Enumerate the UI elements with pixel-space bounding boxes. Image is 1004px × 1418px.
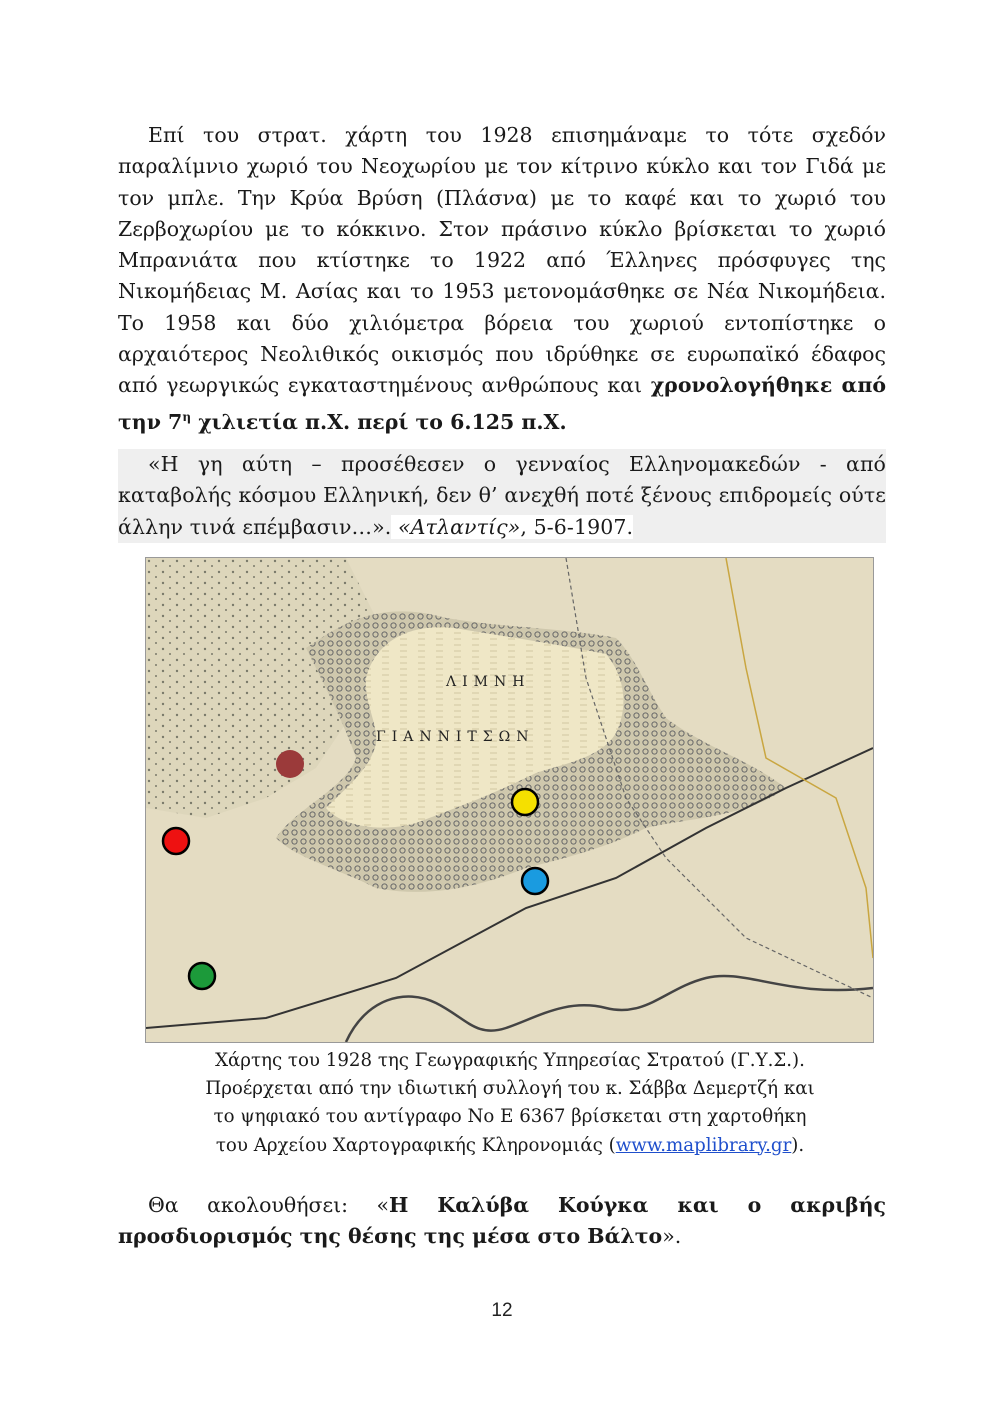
page-number: 12: [491, 1300, 513, 1321]
marker-yellow: [512, 789, 538, 815]
map-label-lake: ΛΙΜΝΗ: [446, 674, 531, 690]
marker-blue: [522, 868, 548, 894]
marker-green: [189, 963, 215, 989]
quote-source: «Ατλαντίς»: [398, 514, 521, 539]
marker-brown: [276, 750, 304, 778]
paragraph-text: Επί του στρατ. χάρτη του 1928 επισημάναμε το τότε σχεδόν παραλίμνιο χωριό του Νεοχωρίου με τον κίτρινο κύκλο και τον Γιδά με τον μπλε. Την Κρύα Βρύση (Πλάσνα) με το καφέ και το χωριό του Ζερβοχωρίου με το κόκκινο. Στον πράσινο κύκλο βρίσκεται το χωριό Μπρανιάτα που κτίστηκε το 1922 από Έλληνες πρόσφυγες της Νικομήδειας Μ. Ασίας και το 1953 μετονομάσθηκε σε Νέα Νικομήδεια. Το 1958 και δύο χιλιόμετρα βόρεια του χωριού εντοπίστηκε ο αρχαιότερος Νεολιθικός οικισμός που ιδρύθηκε σε ευρωπαϊκό έδαφος από γεωργικώς εγκαταστημένους ανθρώπους και: [118, 123, 886, 398]
map-caption: [140, 1047, 880, 1160]
marker-red: [163, 828, 189, 854]
quote-block: [118, 449, 886, 543]
next-article-title: Η Καλύβα Κούγκα και ο ακριβής προσδιορισμός της θέσης της μέσα στο Βάλτο: [118, 1193, 886, 1249]
maplibrary-link[interactable]: www.maplibrary.gr: [615, 1134, 792, 1156]
caption-line: του Αρχείου Χαρτογραφικής Κληρονομιάς (www.maplibrary.gr).: [215, 1134, 805, 1156]
caption-line: το ψηφιακό του αντίγραφο No E 6367 βρίσκεται στη χαρτοθήκη: [213, 1106, 807, 1128]
map-label-yannitsa: ΓΙΑΝΝΙΤΣΩΝ: [376, 729, 535, 745]
historical-map: [145, 557, 874, 1043]
body-paragraph: [118, 120, 886, 438]
paragraph-bold-text: χρονολογήθηκε από την $7^\eta$ χιλιετία π.Χ. περί το 6.125 π.Χ.: [118, 373, 886, 434]
caption-line: Προέρχεται από την ιδιωτική συλλογή του κ. Σάββα Δεμερτζή και: [205, 1078, 815, 1100]
next-article-paragraph: Θα ακολουθήσει: «Η Καλύβα Κούγκα και ο ακριβής προσδιορισμός της θέσης της μέσα στο Βάλτο».: [118, 1193, 886, 1249]
quote-text: «Η γη αύτη – προσέθεσεν ο γενναίος Ελληνομακεδών - από καταβολής κόσμου Ελληνική, δεν θ’ ανεχθή ποτέ ξένους επιδρομείς ούτε άλλην τινά επέμβασιν…».: [118, 452, 886, 539]
quote-date: , 5-6-1907.: [520, 514, 634, 539]
caption-line: Χάρτης του 1928 της Γεωγραφικής Υπηρεσίας Στρατού (Γ.Υ.Σ.).: [215, 1050, 805, 1071]
